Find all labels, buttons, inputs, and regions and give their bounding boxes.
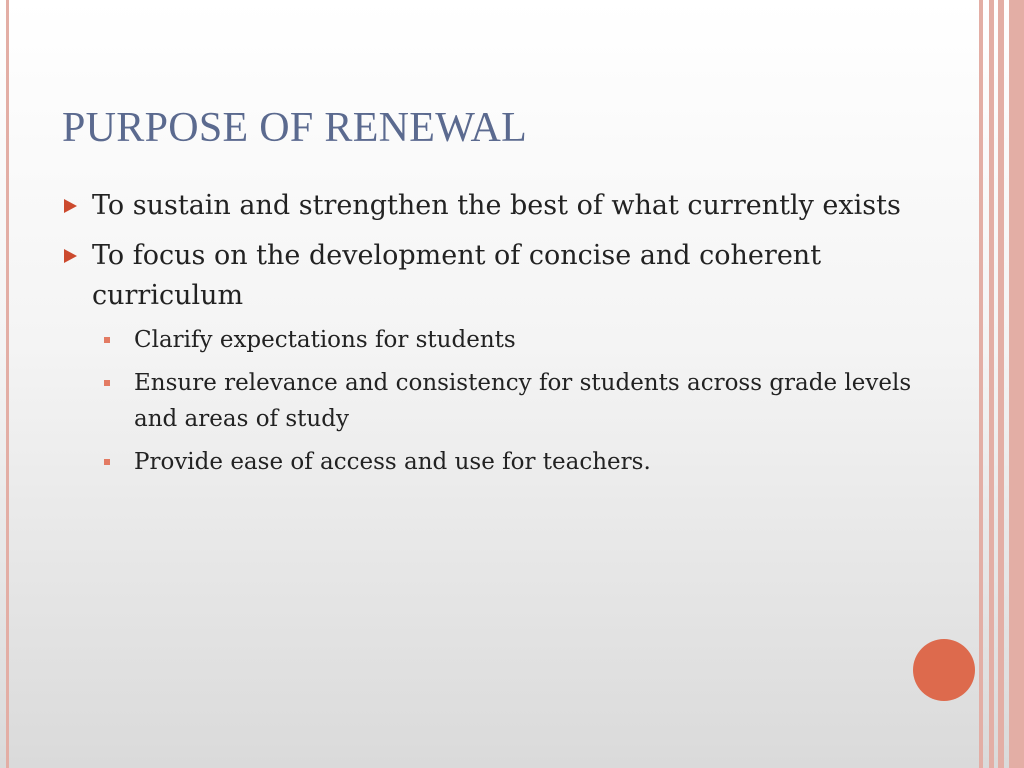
sub-bullet-item (62, 365, 912, 437)
sub-bullet-list (62, 322, 912, 480)
square-bullet-icon (104, 380, 110, 386)
square-bullet-icon (104, 459, 110, 465)
right-border-stripe (979, 0, 983, 768)
bullet-text: To focus on the development of concise and coherent curriculum (92, 240, 822, 311)
right-border-stripe (989, 0, 994, 768)
bullet-item (62, 186, 912, 226)
square-bullet-icon (104, 337, 110, 343)
left-border-stripe (6, 0, 9, 768)
bullet-text: To sustain and strengthen the best of what currently exists (92, 190, 901, 221)
sub-bullet-text: Ensure relevance and consistency for students across grade levels and areas of study (134, 370, 912, 432)
slide-title: PURPOSE OF RENEWAL (62, 105, 528, 151)
sub-bullet-text: Provide ease of access and use for teachers. (134, 449, 651, 475)
sub-bullet-item (62, 322, 912, 358)
right-border-stripe (998, 0, 1004, 768)
bullet-item (62, 236, 912, 316)
decorative-circle-icon (913, 639, 975, 701)
bullet-list (62, 186, 912, 487)
triangle-right-icon (64, 249, 77, 263)
right-border-stripe (1009, 0, 1024, 768)
sub-bullet-item (62, 444, 912, 480)
triangle-right-icon (64, 199, 77, 213)
sub-bullet-text: Clarify expectations for students (134, 327, 516, 353)
